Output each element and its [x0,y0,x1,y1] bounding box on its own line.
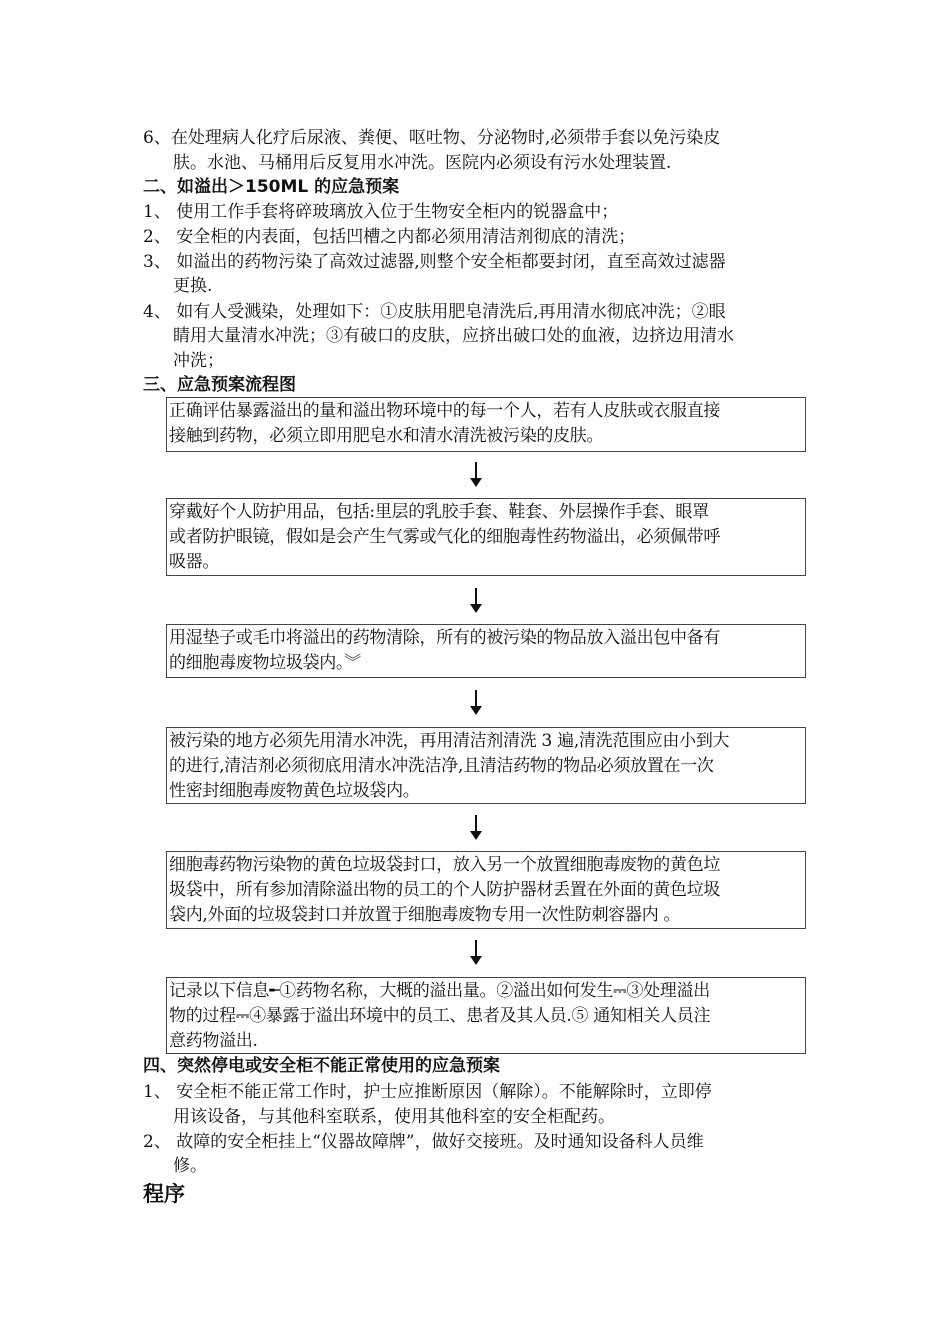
section-4-heading: 四、突然停电或安全柜不能正常使用的应急预案 [143,1056,500,1076]
flow-box-4 [166,727,806,804]
flow-box-1 [166,397,806,452]
flow-box-5-line-2: 圾袋中，所有参加清除溢出物的员工的个人防护器材丢置在外面的黄色垃圾 [169,880,721,900]
section-4-item-2-line-2: 修。 [173,1156,207,1176]
section-2-item-4-line-2: 睛用大量清水冲洗；③有破口的皮肤，应挤出破口处的血液，边挤边用清水 [173,326,734,346]
section-4-item-2-line-1: 2、 故障的安全柜挂上“仪器故障牌”，做好交接班。及时通知设备科人员维 [143,1132,704,1152]
item-6-line-1: 6、在处理病人化疗后尿液、粪便、呕吐物、分泌物时,必须带手套以免污染皮 [143,128,721,148]
flow-box-6-line-3: 意药物溢出. [169,1031,258,1051]
flow-box-2 [166,498,806,576]
section-4-item-1-line-2: 用该设备，与其他科室联系，使用其他科室的安全柜配药。 [173,1107,615,1127]
section-2-heading: 二、如溢出＞150ML 的应急预案 [143,177,400,197]
down-arrow-icon [469,588,483,614]
item-6-line-2: 肤。水池、马桶用后反复用水冲洗。医院内必须设有污水处理装置. [173,153,672,173]
footer-title: 程序 [143,1182,185,1206]
flow-box-4-line-1: 被污染的地方必须先用清水冲洗，再用清洁剂清洗 3 遍,清洗范围应由小到大 [169,731,730,751]
flow-box-2-line-3: 吸器。 [169,552,220,572]
flow-box-3-line-2: 的细胞毒废物垃圾袋内。︾ [169,653,361,673]
down-arrow-icon [469,462,483,488]
section-2-item-4-line-3: 冲洗； [173,351,224,371]
section-2-item-3-line-1: 3、 如溢出的药物污染了高效过滤器,则整个安全柜都要封闭，直至高效过滤器 [143,252,726,272]
flow-box-5 [166,851,806,929]
down-arrow-icon [469,940,483,966]
flow-box-3 [166,624,806,678]
flow-box-6-line-1: 记录以下信息╾①药物名称，大概的溢出量。②溢出如何发生⎓③处理溢出 [169,981,710,1001]
flow-box-6 [166,977,806,1054]
section-2-item-3-line-2: 更换. [173,276,213,296]
section-2-item-2: 2、 安全柜的内表面，包括凹槽之内都必须用清洁剂彻底的清洗； [143,227,636,247]
flow-box-2-line-1: 穿戴好个人防护用品，包括:里层的乳胶手套、鞋套、外层操作手套、眼罩 [169,502,709,522]
section-3-heading: 三、应急预案流程图 [143,375,296,395]
flow-box-4-line-3: 性密封细胞毒废物黄色垃圾袋内。 [169,781,420,801]
down-arrow-icon [469,815,483,841]
flow-box-2-line-2: 或者防护眼镜，假如是会产生气雾或气化的细胞毒性药物溢出，必须佩带呼 [169,527,721,547]
flow-box-6-line-2: 物的过程⎓④暴露于溢出环境中的员工、患者及其人员.⑤ 通知相关人员注 [169,1006,711,1026]
flow-box-1-line-1: 正确评估暴露溢出的量和溢出物环境中的每一个人，若有人皮肤或衣服直接 [169,401,721,421]
flow-box-3-line-1: 用湿垫子或毛巾将溢出的药物清除，所有的被污染的物品放入溢出包中备有 [169,628,721,648]
flow-box-5-line-3: 袋内,外面的垃圾袋封口并放置于细胞毒废物专用一次性防刺容器内 。 [169,905,681,925]
section-2-item-1: 1、 使用工作手套将碎玻璃放入位于生物安全柜内的锐器盒中； [143,202,619,222]
section-2-item-4-line-1: 4、 如有人受溅染，处理如下：①皮肤用肥皂清洗后,再用清水彻底冲洗；②眼 [143,302,726,322]
flow-box-4-line-2: 的进行,清洁剂必须彻底用清水冲洗洁净,且清洁药物的物品必须放置在一次 [169,756,714,776]
section-4-item-1-line-1: 1、 安全柜不能正常工作时，护士应推断原因（解除）。不能解除时，立即停 [143,1082,712,1102]
down-arrow-icon [469,690,483,716]
flow-box-5-line-1: 细胞毒药物污染物的黄色垃圾袋封口，放入另一个放置细胞毒废物的黄色垃 [169,855,721,875]
flow-box-1-line-2: 接触到药物，必须立即用肥皂水和清水清洗被污染的皮肤。 [169,426,604,446]
